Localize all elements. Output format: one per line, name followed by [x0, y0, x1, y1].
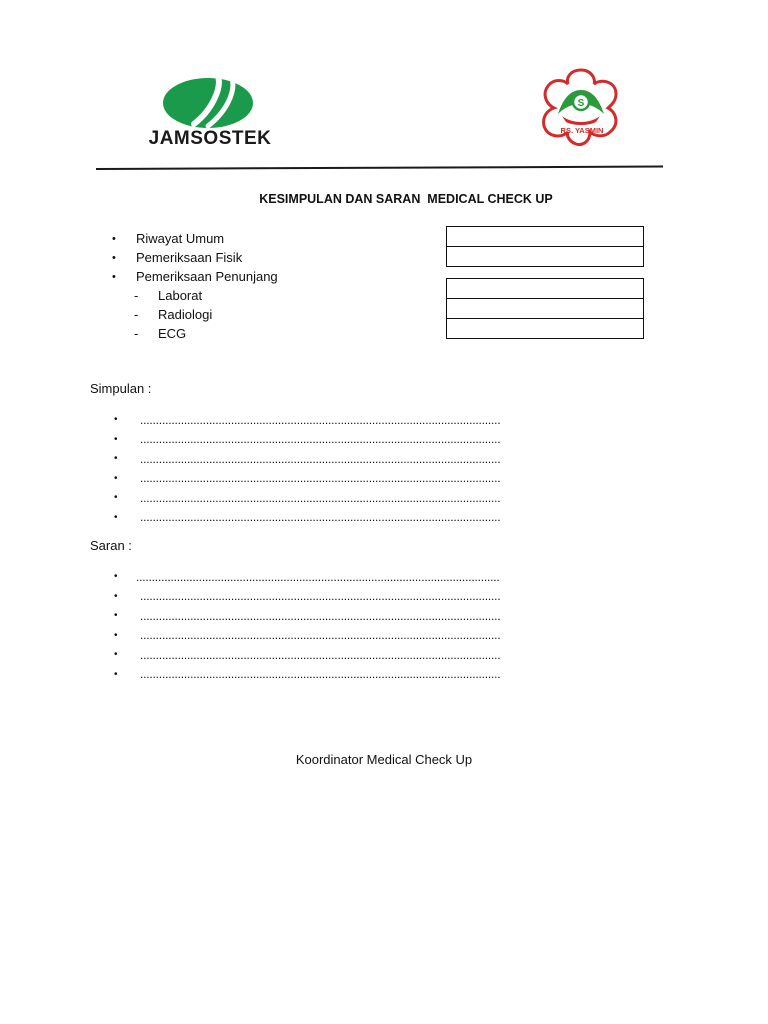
- jamsostek-logo-text: JAMSOSTEK: [148, 128, 272, 149]
- result-box-laborat[interactable]: [447, 279, 643, 298]
- exam-item-label: Riwayat Umum: [136, 231, 225, 246]
- dotted-line: ...................................................................................................................: [140, 628, 501, 643]
- exam-item-label: Pemeriksaan Penunjang: [136, 269, 278, 284]
- result-box-group-penunjang: [446, 278, 644, 339]
- list-item: [112, 229, 278, 248]
- page-title: KESIMPULAN DAN SARAN MEDICAL CHECK UP: [259, 192, 553, 206]
- bullet: •: [114, 433, 118, 445]
- result-box-riwayat-umum[interactable]: [447, 227, 643, 246]
- bullet: •: [114, 590, 118, 602]
- rs-yasmin-logo-text: RS. YASMIN: [560, 126, 604, 135]
- simpulan-lines: [112, 410, 642, 527]
- list-item: [112, 324, 278, 343]
- dash: -: [134, 307, 139, 322]
- signature-label: Koordinator Medical Check Up: [295, 752, 473, 767]
- dotted-line: ....................................................................................................................: [136, 569, 500, 584]
- dotted-line: ...................................................................................................................: [140, 647, 501, 662]
- list-item: [112, 305, 278, 324]
- exam-list: [112, 229, 278, 343]
- dotted-line: ...................................................................................................................: [140, 471, 501, 486]
- dotted-line: ...................................................................................................................: [140, 608, 501, 623]
- list-item: [112, 267, 278, 286]
- dotted-line: ...................................................................................................................: [140, 589, 501, 604]
- list-item[interactable]: [112, 587, 642, 607]
- dash: -: [134, 326, 139, 341]
- bullet: •: [112, 251, 116, 264]
- exam-subitem-label: Laborat: [158, 288, 203, 303]
- list-item[interactable]: [112, 508, 642, 528]
- bullet: •: [114, 571, 118, 583]
- dotted-line: ...................................................................................................................: [140, 510, 501, 525]
- bullet: •: [114, 472, 118, 484]
- list-item[interactable]: [112, 449, 642, 469]
- list-item: [112, 286, 278, 305]
- list-item[interactable]: [112, 645, 642, 665]
- dotted-line: ...................................................................................................................: [140, 451, 501, 466]
- exam-subitem-label: Radiologi: [158, 307, 213, 322]
- yasmin-letter-w: W: [577, 114, 585, 123]
- dotted-line: ...................................................................................................................: [140, 667, 501, 682]
- dotted-line: ...................................................................................................................: [140, 412, 501, 427]
- dash: -: [134, 288, 139, 303]
- list-item[interactable]: [112, 665, 642, 685]
- list-item[interactable]: [112, 606, 642, 626]
- jamsostek-emblem-icon: [160, 74, 260, 130]
- list-item[interactable]: [112, 567, 642, 587]
- simpulan-label: Simpulan :: [90, 381, 152, 396]
- dotted-line: ...................................................................................................................: [140, 490, 501, 505]
- bullet: •: [112, 270, 116, 283]
- result-box-ecg[interactable]: [447, 318, 643, 338]
- list-item[interactable]: [112, 410, 642, 430]
- bullet: •: [114, 453, 118, 465]
- list-item[interactable]: [112, 626, 642, 646]
- saran-label: Saran :: [90, 538, 132, 553]
- bullet: •: [114, 610, 118, 622]
- result-box-pemeriksaan-fisik[interactable]: [447, 246, 643, 266]
- yasmin-letter-s: S: [577, 98, 585, 109]
- bullet: •: [114, 492, 118, 504]
- bullet: •: [112, 232, 116, 245]
- exam-item-label: Pemeriksaan Fisik: [136, 250, 243, 265]
- list-item[interactable]: [112, 488, 642, 508]
- list-item: [112, 248, 278, 267]
- bullet: •: [114, 668, 118, 680]
- rs-yasmin-emblem-icon: [536, 66, 626, 150]
- bullet: •: [114, 511, 118, 523]
- rs-yasmin-logo: [536, 66, 626, 150]
- bullet: •: [114, 649, 118, 661]
- exam-subitem-label: ECG: [158, 326, 187, 341]
- bullet: •: [114, 414, 118, 426]
- dotted-line: ...................................................................................................................: [140, 432, 501, 447]
- result-box-radiologi[interactable]: [447, 298, 643, 318]
- result-box-group-main: [446, 226, 644, 267]
- jamsostek-logo: [140, 74, 280, 154]
- header-divider: [96, 166, 663, 170]
- saran-lines: [112, 567, 642, 684]
- bullet: •: [114, 629, 118, 641]
- list-item[interactable]: [112, 430, 642, 450]
- list-item[interactable]: [112, 469, 642, 489]
